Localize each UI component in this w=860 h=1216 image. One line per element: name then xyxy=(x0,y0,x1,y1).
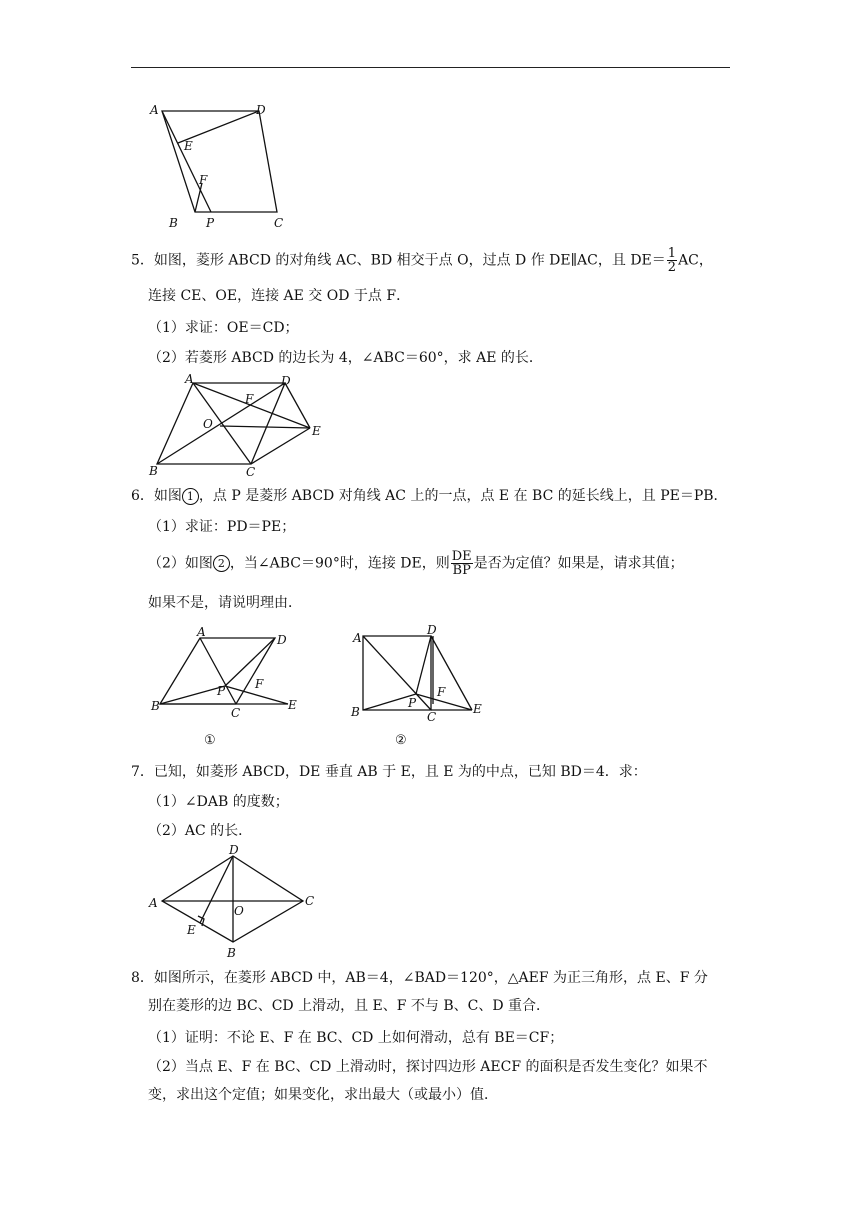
q5-part2: （2）若菱形 ABCD 的边长为 4，∠ABC＝60°，求 AE 的长． xyxy=(148,350,543,366)
label-D: D xyxy=(277,633,287,647)
label-B: B xyxy=(169,216,178,230)
label-B: B xyxy=(149,464,158,478)
q8-part3: 变，求出这个定值；如果变化，求出最大（或最小）值． xyxy=(148,1087,498,1103)
label-C: C xyxy=(305,894,315,908)
label-O: O xyxy=(234,904,244,918)
q7-part1: （1）∠DAB 的度数； xyxy=(148,794,289,810)
label-C: C xyxy=(427,710,437,724)
label-A: A xyxy=(150,103,159,117)
label-E: E xyxy=(473,702,482,716)
q5-line1-a: 5．如图，菱形 ABCD 的对角线 AC、BD 相交于点 O，过点 D 作 DE∥AC，且 DE＝ xyxy=(131,252,666,269)
figure-q6-2-lines xyxy=(363,636,472,710)
figure-ref-2: 2 xyxy=(213,555,230,572)
q8-line1: 8．如图所示，在菱形 ABCD 中，AB＝4，∠BAD＝120°，△AEF 为正三角形，点 E、F 分 xyxy=(131,970,708,986)
label-P: P xyxy=(217,684,226,698)
figure-q4 xyxy=(140,98,300,237)
q8-part1: （1）证明：不论 E、F 在 BC、CD 上如何滑动，总有 BE＝CF； xyxy=(148,1030,564,1046)
q6-frac-num: DE xyxy=(451,549,472,564)
label-C: C xyxy=(231,706,241,720)
figure-ref-1: 1 xyxy=(182,488,199,505)
label-A: A xyxy=(197,625,206,639)
figure-caption-2: ② xyxy=(395,733,407,748)
q5-line2: 连接 CE、OE，连接 AE 交 OD 于点 F． xyxy=(148,288,411,304)
label-O: O xyxy=(203,417,213,431)
q5-fraction xyxy=(667,247,677,274)
label-F: F xyxy=(437,685,446,699)
label-A: A xyxy=(185,372,194,386)
q6-part2-b: ，当∠ABC＝90°时，连接 DE，则 xyxy=(229,555,450,572)
q8-part2: （2）当点 E、F 在 BC、CD 上滑动时，探讨四边形 AECF 的面积是否发生变化？如果不 xyxy=(148,1059,708,1075)
label-F: F xyxy=(245,392,254,406)
figure-q4-lines xyxy=(162,111,277,212)
label-D: D xyxy=(281,374,291,388)
q6-line1-b: ，点 P 是菱形 ABCD 对角线 AC 上的一点，点 E 在 BC 的延长线上，且 PE＝PB． xyxy=(198,488,728,504)
label-E: E xyxy=(312,424,321,438)
q8-line2: 别在菱形的边 BC、CD 上滑动，且 E、F 不与 B、C、D 重合． xyxy=(148,998,551,1014)
q5-frac-num: 1 xyxy=(667,246,677,261)
figure-q6-1 xyxy=(150,624,305,753)
header-rule xyxy=(131,67,730,68)
label-P: P xyxy=(206,216,215,230)
q5-line1-b: AC， xyxy=(678,252,713,269)
figure-caption-1: ① xyxy=(204,733,216,748)
q5-line1 xyxy=(131,247,713,274)
q6-part2 xyxy=(148,550,684,577)
q6-line1-a: 6．如图 xyxy=(131,488,182,504)
label-B: B xyxy=(351,705,360,719)
label-C: C xyxy=(246,465,256,479)
q7-line1: 7．已知，如菱形 ABCD，DE 垂直 AB 于 E，且 E 为的中点，已知 BD＝4．求： xyxy=(131,764,647,780)
figure-q6-2 xyxy=(345,624,495,753)
q5-frac-den: 2 xyxy=(667,260,677,275)
figure-q7-lines xyxy=(162,856,303,942)
label-C: C xyxy=(274,216,284,230)
label-F: F xyxy=(199,173,208,187)
q6-part1: （1）求证：PD＝PE； xyxy=(148,519,296,535)
label-E: E xyxy=(187,923,196,937)
q6-line1 xyxy=(131,486,728,506)
figure-q5 xyxy=(145,372,330,484)
label-E: E xyxy=(288,698,297,712)
label-A: A xyxy=(353,631,362,645)
q6-line4: 如果不是，请说明理由． xyxy=(148,595,302,611)
label-D: D xyxy=(256,103,266,117)
label-E: E xyxy=(184,139,193,153)
q6-part2-c: 是否为定值？如果是，请求其值； xyxy=(473,555,684,572)
label-F: F xyxy=(255,677,264,691)
q5-part1: （1）求证：OE＝CD； xyxy=(148,320,299,336)
label-D: D xyxy=(229,843,239,857)
label-P: P xyxy=(408,696,417,710)
q7-part2: （2）AC 的长． xyxy=(148,823,253,839)
figure-q5-lines xyxy=(157,383,310,464)
q6-part2-a: （2）如图 xyxy=(148,555,213,572)
label-B: B xyxy=(227,946,236,960)
label-B: B xyxy=(151,699,160,713)
label-D: D xyxy=(427,624,437,637)
figure-q7 xyxy=(145,840,325,969)
label-A: A xyxy=(149,896,158,910)
q6-frac-den: BP xyxy=(452,563,471,578)
q6-fraction xyxy=(451,550,473,577)
